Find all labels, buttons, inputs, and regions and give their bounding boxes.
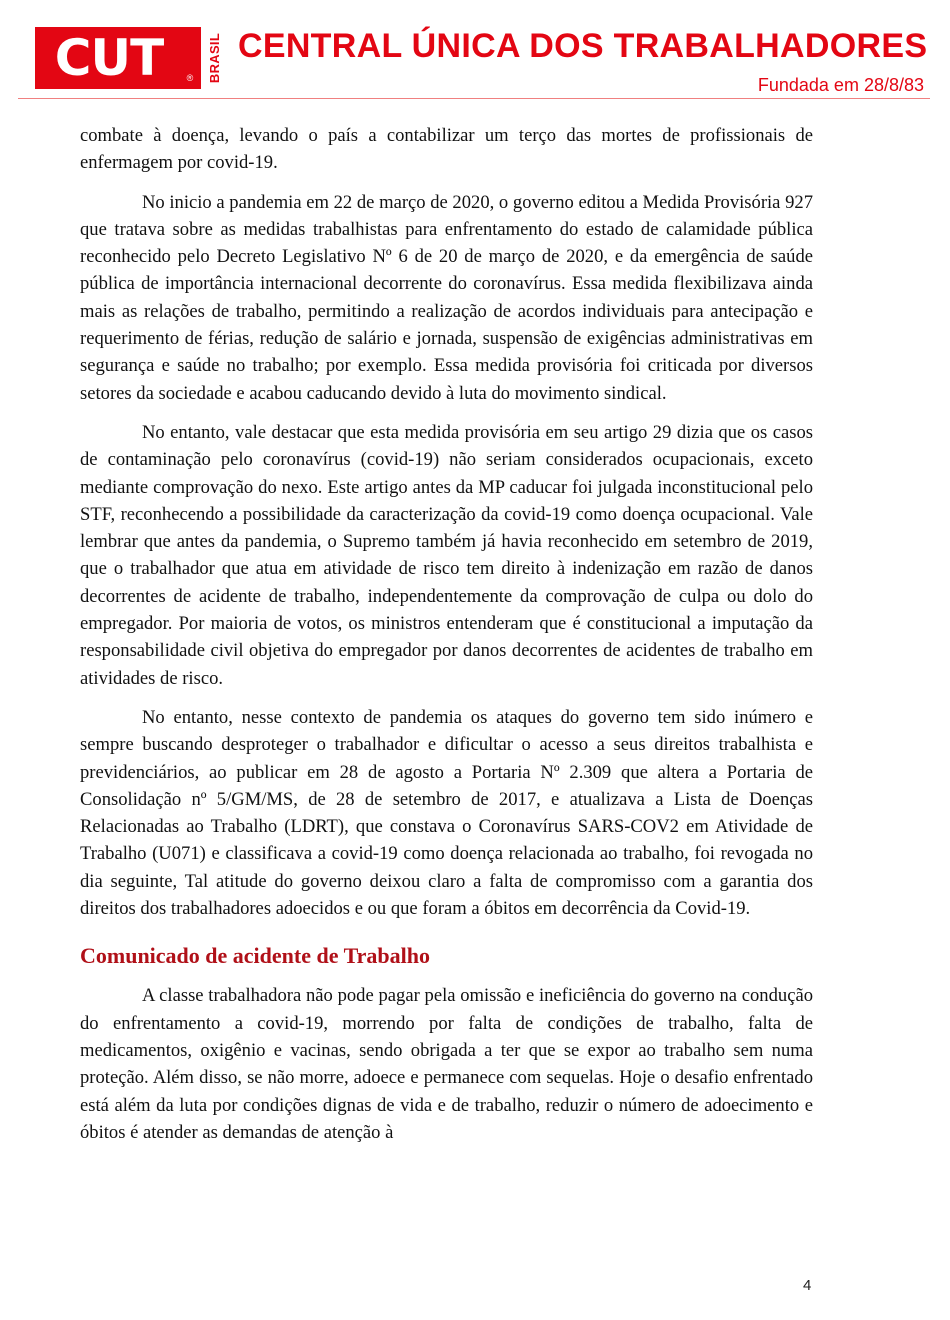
logo-text: CUT xyxy=(54,29,164,87)
registered-mark-icon: ® xyxy=(186,73,194,83)
cut-logo xyxy=(35,27,201,89)
founded-date: Fundada em 28/8/83 xyxy=(757,75,924,95)
organization-name: CENTRAL ÚNICA DOS TRABALHADORES xyxy=(238,27,928,65)
paragraph: combate à doença, levando o país a contabilizar um terço das mortes de profissionais de enfermagem por covid-19. xyxy=(80,125,813,174)
page-number: 4 xyxy=(803,1277,812,1294)
paragraph: No inicio a pandemia em 22 de março de 2020, o governo editou a Medida Provisória 927 que tratava sobre as medidas trabalhistas para enfrentamento do estado de calamidade pública reconhecido pelo Decreto Legislativo Nº 6 de 20 de março de 2020, e da emergência de saúde pública de importância internacional decorrente do coronavírus. Essa medida flexibilizava ainda mais as relações de trabalho, permitindo a realização de acordos individuais para antecipação e requerimento de férias, redução de salário e jornada, suspensão de exigências administrativas em segurança e saúde no trabalho; por exemplo. Essa medida provisória foi criticada por diversos setores da sociedade e acabou caducando devido à luta do movimento sindical. xyxy=(80,191,813,404)
paragraph: No entanto, vale destacar que esta medida provisória em seu artigo 29 dizia que os casos de contaminação pelo coronavírus (covid-19) não seriam considerados ocupacionais, exceto mediante comprovação do nexo. Este artigo antes da MP caducar foi julgada inconstitucional pelo STF, reconhecendo a possibilidade da caracterização da covid-19 como doença ocupacional. Vale lembrar que antes da pandemia, o Supremo também já havia reconhecido em setembro de 2019, que o trabalhador que atua em atividade de risco tem direito à indenização em razão de danos decorrentes de acidente de trabalho, independentemente da comprovação de culpa ou dolo do empregador. Por maioria de votos, os ministros entenderam que é constitucional a imputação da responsabilidade civil objetiva do empregador por danos decorrentes de acidentes de trabalho em atividades de risco. xyxy=(80,421,813,689)
page-header xyxy=(0,0,950,105)
paragraph: No entanto, nesse contexto de pandemia os ataques do governo tem sido inúmero e sempre buscando desproteger o trabalhador e dificultar o acesso a seus direitos trabalhista e previdenciários, ao publicar em 28 de agosto a Portaria Nº 2.309 que altera a Portaria de Consolidação nº 5/GM/MS, de 28 de setembro de 2017, e atualizava a Lista de Doenças Relacionadas ao Trabalho (LDRT), que constava o Coronavírus SARS-COV2 em Atividade de Trabalho (U071) e classificava a covid-19 como doença relacionada ao trabalho, foi revogada no dia seguinte, Tal atitude do governo deixou claro a falta de compromisso com a garantia dos direitos dos trabalhadores adoecidos e ou que foram a óbitos em decorrência da Covid-19. xyxy=(80,706,813,920)
logo-country-box xyxy=(205,27,225,89)
header-divider xyxy=(18,98,930,99)
document-body xyxy=(80,122,813,1158)
logo-country: BRASIL xyxy=(207,32,222,84)
paragraph: A classe trabalhadora não pode pagar pela omissão e ineficiência do governo na condução do enfrentamento a covid-19, morrendo por falta de condições de trabalho, falta de medicamentos, oxigênio e vacinas, sendo obrigada a ter que se expor ao trabalho sem numa proteção. Além disso, se não morre, adoece e permanece com sequelas. Hoje o desafio enfrentado está além da luta por condições dignas de vida e de trabalho, reduzir o número de adoecimento e óbitos é atender as demandas de atenção à xyxy=(80,985,813,1143)
section-heading: Comunicado de acidente de Trabalho xyxy=(80,943,430,969)
